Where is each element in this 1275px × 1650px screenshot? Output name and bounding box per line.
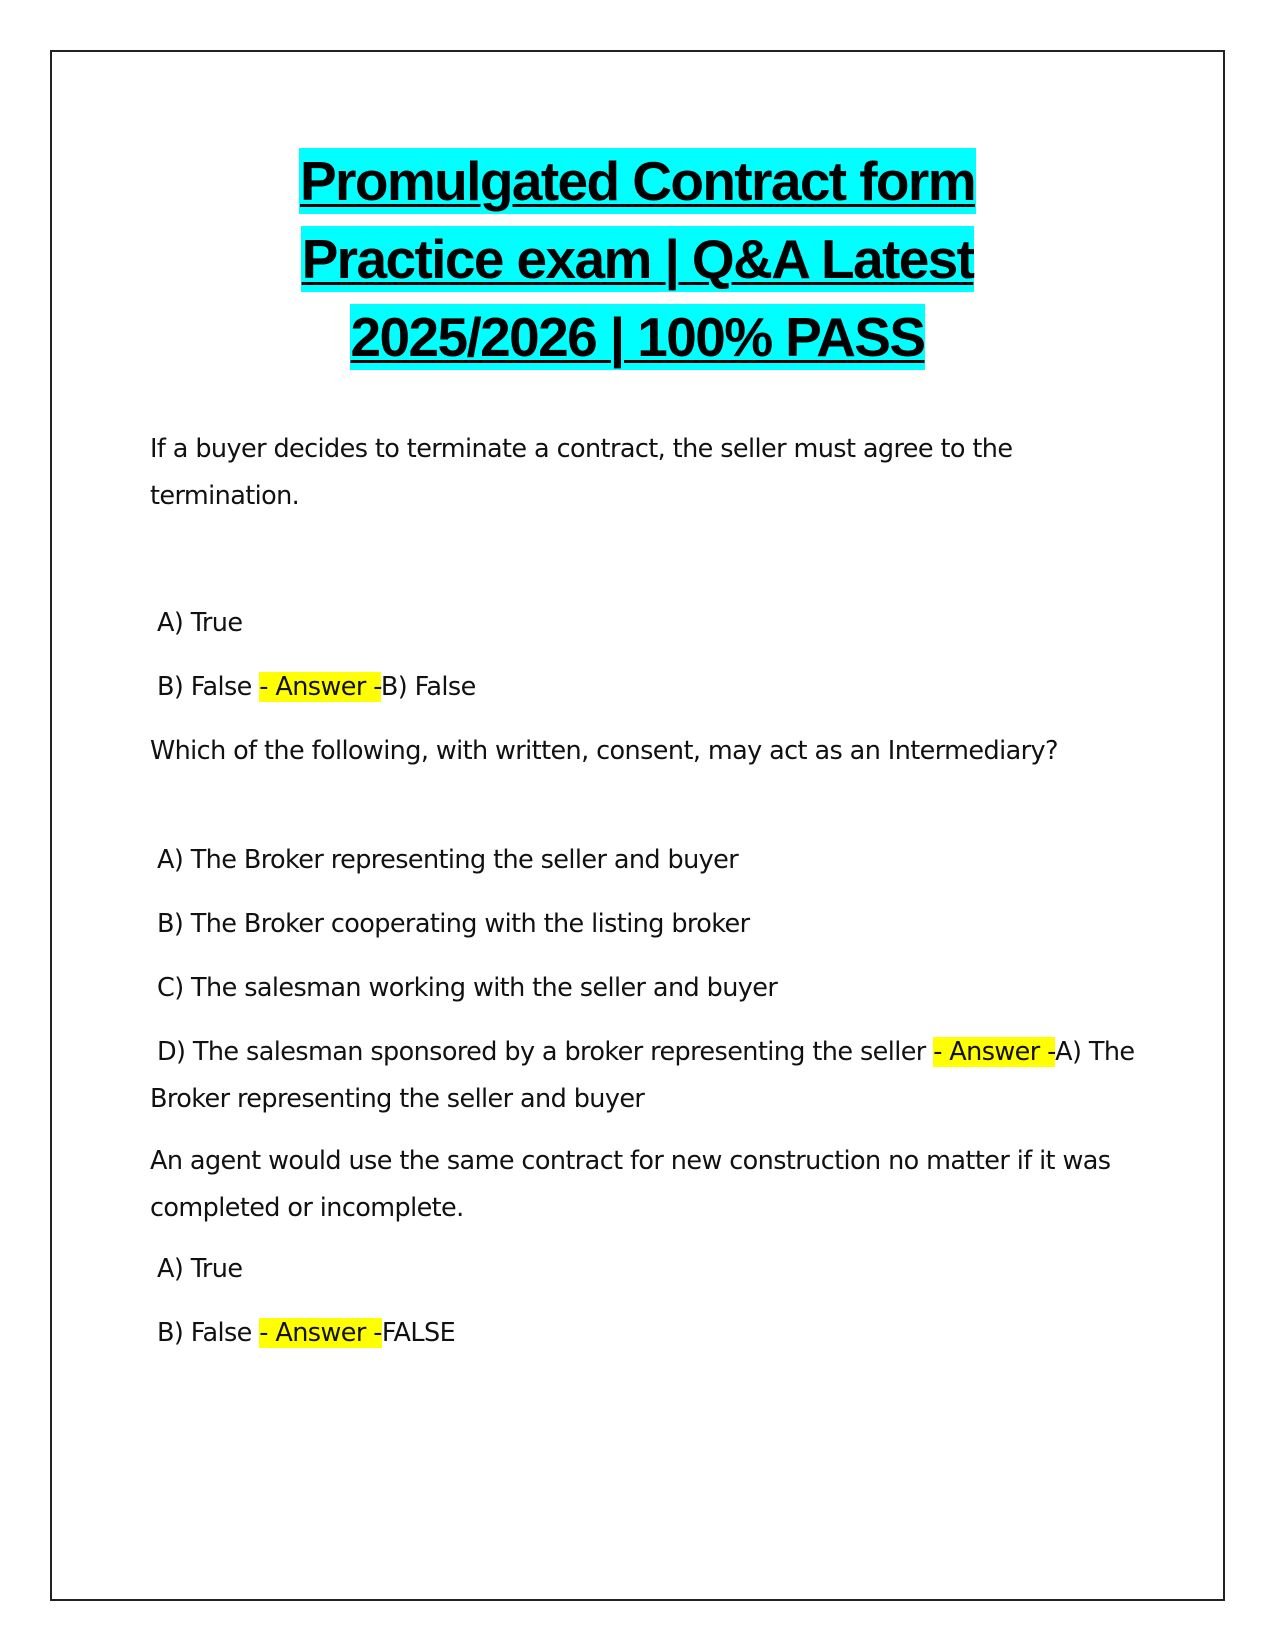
answer-marker: - Answer - [259,1318,382,1348]
question-2-option-b: B) The Broker cooperating with the listing broker [157,909,750,939]
title-line-3: 2025/2026 | 100% PASS [350,306,925,368]
question-3-answer: FALSE [381,1318,456,1348]
question-1-answer: B) False [380,672,476,702]
question-3-option-b-line [150,1310,1147,1357]
question-1-option-b-line [150,664,1147,711]
title-line-2: Practice exam | Q&A Latest [301,228,974,290]
question-1-option-b: B) False [157,672,252,702]
question-3-option-a: A) True [157,1254,243,1284]
document-title [0,148,1275,382]
question-2-text: Which of the following, with written, consent, may act as an Intermediary? [150,736,1058,766]
question-2-option-c: C) The salesman working with the seller and buyer [157,973,778,1003]
question-3-option-b: B) False [157,1318,252,1348]
question-3-text: An agent would use the same contract for new construction no matter if it was completed or incomplete. [150,1146,1111,1223]
question-2-option-d-line [150,1029,1140,1123]
question-2-option-a: A) The Broker representing the seller and buyer [157,845,739,875]
title-line-1: Promulgated Contract form [299,150,976,212]
question-1-option-a: A) True [157,608,243,638]
answer-marker: - Answer - [259,672,381,702]
question-1-text: If a buyer decides to terminate a contract, the seller must agree to the termination. [150,434,1013,511]
answer-marker: - Answer - [933,1037,1056,1067]
question-2-answer: A) The Broker representing the seller and buyer [150,1037,1135,1114]
question-2-option-d: D) The salesman sponsored by a broker representing the seller [157,1037,926,1067]
